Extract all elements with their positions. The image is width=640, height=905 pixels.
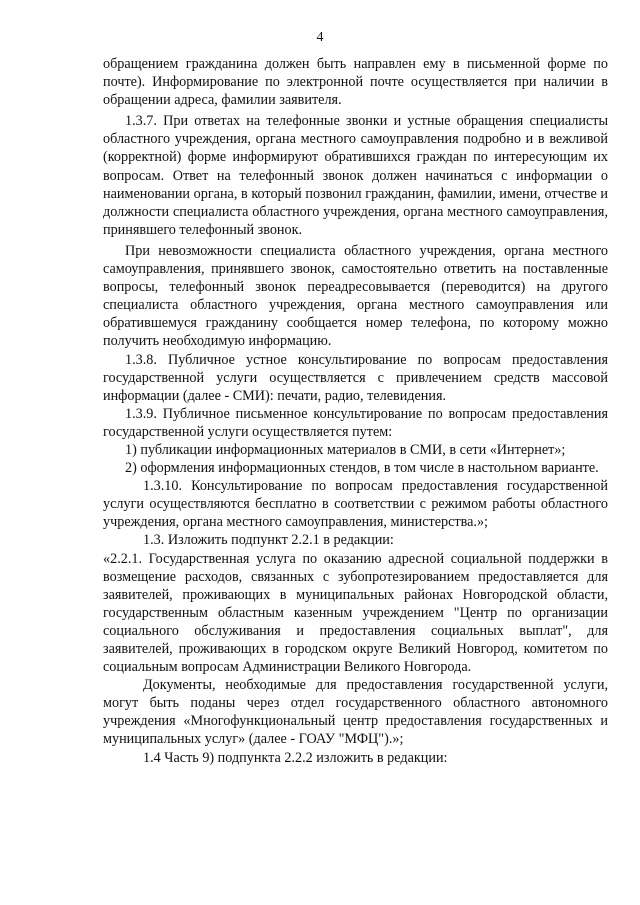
- paragraph-1-3-10: 1.3.10. Консультирование по вопросам предоставления государственной услуги осуществляются бесплатно в соответствии с режимом работы областного учреждения, органа местного самоуправления, министерства.»;: [103, 478, 608, 531]
- page-number: 4: [316, 30, 324, 45]
- paragraph-1-3-9: 1.3.9. Публичное письменное консультирование по вопросам предоставления государственной услуги осуществляется путем:: [103, 405, 608, 440]
- list-item-2: 2) оформления информационных стендов, в том числе в настольном варианте.: [125, 460, 599, 477]
- paragraph-1-3-8: 1.3.8. Публичное устное консультирование по вопросам предоставления государственной услуги осуществляется с привлечением средств массовой информации (далее - СМИ): печати, радио, телевидения.: [103, 351, 608, 404]
- paragraph-documents: Документы, необходимые для предоставления государственной услуги, могут быть поданы через отдел государственного областного автономного учреждения «Многофункциональный центр предоставления государственных и муниципальных услуг» (далее - ГОАУ "МФЦ").»;: [103, 677, 608, 748]
- document-body: [103, 55, 608, 767]
- paragraph-2-2-1: «2.2.1. Государственная услуга по оказанию адресной социальной поддержки в возмещение расходов, связанных с зубопротезированием предоставляется для заявителей, проживающих в муниципальных районах Новгородской области, государственным областным казенным учреждением "Центр по организации социального обслуживания и предоставления социальных выплат", для заявителей, проживающих в городском округе Великий Новгород, комитетом по социальным вопросам Администрации Великого Новгорода.: [103, 550, 608, 676]
- paragraph-1-4-instruction: 1.4 Часть 9) подпункта 2.2.2 изложить в редакции:: [143, 749, 448, 766]
- paragraph-redirect-call: При невозможности специалиста областного учреждения, органа местного самоуправления, принявшего звонок, самостоятельно ответить на поставленные вопросы, телефонный звонок переадресовывается (переводится) на другого специалиста областного учреждения, органа местного самоуправления или обратившемуся гражданину сообщается номер телефона, по которому можно получить необходимую информацию.: [103, 242, 608, 350]
- paragraph-continuation: обращением гражданина должен быть направлен ему в письменной форме по почте). Информирование по электронной почте осуществляется при наличии в обращении адреса, фамилии заявителя.: [103, 56, 608, 109]
- paragraph-1-3-instruction: 1.3. Изложить подпункт 2.2.1 в редакции:: [143, 532, 394, 549]
- list-item-1: 1) публикации информационных материалов в СМИ, в сети «Интернет»;: [125, 441, 566, 458]
- paragraph-1-3-7: 1.3.7. При ответах на телефонные звонки и устные обращения специалисты областного учреждения, органа местного самоуправления подробно и в вежливой (корректной) форме информируют обратившихся граждан по интересующим их вопросам. Ответ на телефонный звонок должен начинаться с информации о наименовании органа, в который позвонил гражданин, фамилии, имени, отчестве и должности специалиста областного учреждения, органа местного самоуправления, принявшего телефонный звонок.: [103, 113, 608, 238]
